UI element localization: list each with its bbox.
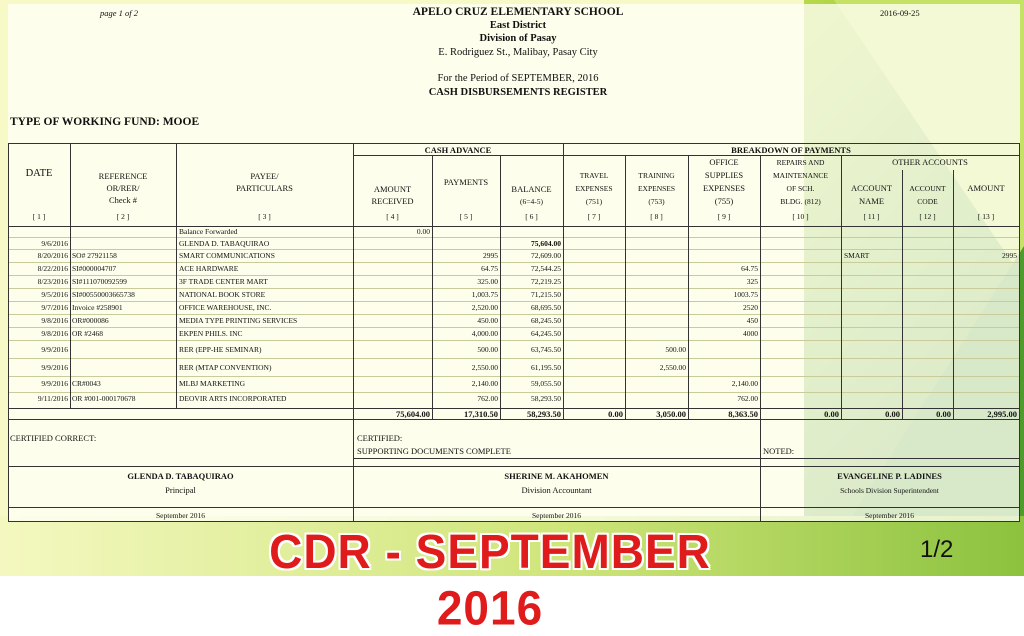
certified-correct-label: CERTIFIED CORRECT: — [10, 433, 97, 443]
cell-date: 9/6/2016 — [41, 239, 68, 248]
cell-office: 64.75 — [741, 264, 758, 273]
cell-payee: MLBJ MARKETING — [179, 379, 246, 388]
totals-bottom-border — [8, 419, 1020, 420]
account-name-header-2: NAME — [858, 196, 885, 206]
cell-date: 9/8/2016 — [41, 329, 68, 338]
col-number: [ 12 ] — [919, 212, 936, 221]
district: East District — [489, 20, 547, 31]
repairs-header-4: BLDG. (812) — [780, 197, 821, 206]
school-name: APELO CRUZ ELEMENTARY SCHOOL — [412, 6, 624, 18]
col-number: [ 4 ] — [386, 212, 399, 221]
col-line — [953, 170, 954, 419]
row-line — [8, 249, 1020, 250]
cell-office: 762.00 — [737, 394, 758, 403]
cell-balance: 63,745.50 — [531, 345, 561, 354]
cell-date: 9/9/2016 — [41, 345, 68, 354]
cell-ref: SO# 27921158 — [72, 251, 117, 260]
amount-header-2: RECEIVED — [371, 196, 414, 206]
signatory-3-name: EVANGELINE P. LADINES — [837, 471, 942, 481]
cell-payee: SMART COMMUNICATIONS — [179, 251, 275, 260]
cell-balance: 71,215.50 — [531, 290, 561, 299]
col-number: [ 5 ] — [459, 212, 473, 221]
col-line — [176, 143, 177, 408]
cell-payee: 3F TRADE CENTER MART — [179, 277, 268, 286]
address: E. Rodriguez St., Malibay, Pasay City — [438, 47, 598, 58]
total-payments: 17,310.50 — [464, 409, 498, 419]
cell-payee: Balance Forwarded — [179, 227, 238, 236]
ref-header-3: Check # — [108, 195, 138, 205]
cell-office: 2,140.00 — [731, 379, 758, 388]
row-line — [8, 358, 1020, 359]
col-number: [ 2 ] — [116, 212, 130, 221]
totals-top-border — [8, 408, 1020, 409]
office-header-4: (755) — [714, 196, 734, 206]
balance-header-1: BALANCE — [511, 184, 552, 194]
cell-payments: 4,000.00 — [471, 329, 498, 338]
col-line — [841, 155, 842, 419]
account-name-header-1: ACCOUNT — [850, 183, 893, 193]
cell-date: 9/7/2016 — [41, 303, 68, 312]
col-line — [1019, 143, 1020, 521]
register-sheet — [8, 4, 1020, 522]
repairs-header-3: OF SCH. — [786, 184, 815, 193]
total-travel: 0.00 — [608, 409, 623, 419]
cell-payee: ACE HARDWARE — [179, 264, 239, 273]
header-bottom-border — [8, 226, 1020, 227]
account-code-header-1: ACCOUNT — [909, 184, 946, 193]
office-header-2: SUPPLIES — [704, 170, 744, 180]
cell-balance: 64,245.50 — [531, 329, 561, 338]
cell-date: 9/11/2016 — [37, 394, 68, 403]
cell-amount: 2995 — [1002, 251, 1017, 260]
cell-date: 9/9/2016 — [41, 379, 68, 388]
col-number: [ 3 ] — [258, 212, 271, 221]
cell-office: 450 — [746, 316, 758, 325]
office-header-3: EXPENSES — [702, 183, 746, 193]
report-date: 2016-09-25 — [880, 8, 920, 18]
page-indicator: page 1 of 2 — [100, 8, 139, 18]
training-header-2: EXPENSES — [637, 184, 676, 193]
cell-balance: 72,544.25 — [531, 264, 561, 273]
col-line — [760, 155, 761, 521]
cell-date: 8/22/2016 — [37, 264, 68, 273]
row-line — [8, 275, 1020, 276]
balance-header-2: (6=4-5) — [520, 197, 543, 206]
cell-date: 9/8/2016 — [41, 316, 68, 325]
ref-header-2: OR/RER/ — [106, 183, 140, 193]
cell-date: 8/20/2016 — [37, 251, 68, 260]
cell-ref: OR #001-000170678 — [72, 394, 136, 403]
cell-payments: 2,140.00 — [471, 379, 498, 388]
certified-label: CERTIFIED: — [357, 433, 403, 443]
cell-payee: DEOVIR ARTS INCORPORATED — [179, 394, 287, 403]
cell-balance: 72,609.00 — [531, 251, 561, 260]
group-header-border — [353, 155, 1020, 156]
col-number: [ 6 ] — [525, 212, 538, 221]
table-top-border — [8, 143, 1020, 144]
total-balance: 58,293.50 — [527, 409, 561, 419]
total-repairs: 0.00 — [824, 409, 839, 419]
row-line — [8, 301, 1020, 302]
fund-type: TYPE OF WORKING FUND: MOOE — [10, 116, 200, 128]
noted-line — [353, 458, 1020, 459]
cell-balance: 72,219.25 — [531, 277, 561, 286]
amount-header-1: AMOUNT — [373, 184, 412, 194]
row-line — [8, 340, 1020, 341]
cell-payee: RER (EPP-HE SEMINAR) — [179, 345, 262, 354]
breakdown-header: BREAKDOWN OF PAYMENTS — [731, 145, 851, 155]
cell-balance: 68,245.50 — [531, 316, 561, 325]
cell-received: 0.00 — [416, 227, 430, 236]
cell-office: 4000 — [743, 329, 758, 338]
signatory-2-title: Division Accountant — [521, 485, 592, 495]
cell-ref: SI#00550003665738 — [72, 290, 135, 299]
row-line — [8, 376, 1020, 377]
col-line — [902, 170, 903, 419]
cell-payments: 2,520.00 — [471, 303, 498, 312]
cell-balance: 59,055.50 — [531, 379, 561, 388]
training-header-1: TRAINING — [638, 171, 675, 180]
cell-payments: 325.00 — [477, 277, 498, 286]
cell-ref: Invoice #258901 — [72, 303, 123, 312]
row-line — [8, 288, 1020, 289]
cell-balance: 68,695.50 — [531, 303, 561, 312]
signatory-1-name: GLENDA D. TABAQUIRAO — [127, 471, 234, 481]
cell-office: 1003.75 — [733, 290, 758, 299]
amount-other-header: AMOUNT — [967, 183, 1005, 193]
row-line — [8, 237, 1020, 238]
cell-ref: SI#111070092599 — [72, 277, 127, 286]
signature-border — [8, 466, 1020, 467]
row-line — [8, 314, 1020, 315]
cell-payee: MEDIA TYPE PRINTING SERVICES — [179, 316, 298, 325]
col-line — [70, 143, 71, 408]
col-line — [625, 155, 626, 419]
other-accounts-header: OTHER ACCOUNTS — [892, 157, 968, 167]
signatory-2-date: September 2016 — [532, 511, 581, 520]
cell-ref: OR#000086 — [72, 316, 109, 325]
cell-payments: 450.00 — [477, 316, 498, 325]
signatory-2-name: SHERINE M. AKAHOMEN — [504, 471, 609, 481]
row-line — [8, 262, 1020, 263]
cell-date: 9/5/2016 — [41, 290, 68, 299]
signatory-1-date: September 2016 — [156, 511, 205, 520]
col-number: [ 10 ] — [792, 212, 809, 221]
cell-payee: NATIONAL BOOK STORE — [179, 290, 266, 299]
repairs-header-2: MAINTENANCE — [773, 171, 828, 180]
total-office: 8,363.50 — [728, 409, 758, 419]
col-number: [ 9 ] — [717, 212, 731, 221]
slide-title: CDR - SEPTEMBER 2016 — [269, 523, 711, 636]
payments-header: PAYMENTS — [443, 177, 489, 187]
col-number: [ 13 ] — [977, 212, 995, 221]
col-number: [ 7 ] — [587, 212, 601, 221]
register-title: CASH DISBURSEMENTS REGISTER — [428, 87, 608, 98]
signatory-3-date: September 2016 — [865, 511, 914, 520]
cell-payments: 1,003.75 — [471, 290, 498, 299]
ref-header-1: REFERENCE — [98, 171, 148, 181]
cell-balance: 61,195.50 — [531, 363, 561, 372]
col-number: [ 1 ] — [32, 212, 46, 221]
cell-payments: 762.00 — [477, 394, 498, 403]
cell-ref: OR #2468 — [72, 329, 104, 338]
total-training: 3,050.00 — [656, 409, 686, 419]
repairs-header-1: REPAIRS AND — [776, 158, 825, 167]
signatory-1-title: Principal — [165, 485, 196, 495]
row-line — [8, 327, 1020, 328]
payee-header-2: PARTICULARS — [236, 183, 293, 193]
travel-header-2: EXPENSES — [575, 184, 613, 193]
cell-accname: SMART — [844, 251, 870, 260]
training-header-3: (753) — [648, 197, 665, 206]
total-amount: 2,995.00 — [987, 409, 1017, 419]
date-header: DATE — [25, 168, 53, 179]
travel-header-3: (751) — [585, 197, 603, 206]
total-account-code: 0.00 — [936, 409, 951, 419]
cell-balance: 58,293.50 — [531, 394, 561, 403]
cell-payments: 500.00 — [477, 345, 498, 354]
cell-date: 9/9/2016 — [41, 363, 68, 372]
cell-payee: EKPEN PHILS. INC — [179, 329, 243, 338]
cell-ref: CR#0043 — [72, 379, 101, 388]
cell-training: 500.00 — [665, 345, 686, 354]
cell-payments: 2,550.00 — [471, 363, 498, 372]
cell-training: 2,550.00 — [659, 363, 686, 372]
noted-label: NOTED: — [763, 446, 795, 456]
total-received: 75,604.00 — [396, 409, 430, 419]
period: For the Period of SEPTEMBER, 2016 — [437, 73, 599, 84]
division: Division of Pasay — [479, 33, 557, 44]
cell-balance: 75,604.00 — [531, 239, 561, 248]
cell-payee: OFFICE WAREHOUSE, INC. — [179, 303, 272, 312]
total-account-name: 0.00 — [885, 409, 900, 419]
cell-payments: 64.75 — [481, 264, 498, 273]
signatory-3-title: Schools Division Superintendent — [840, 486, 939, 495]
cell-ref: SI#000004707 — [72, 264, 117, 273]
col-number: [ 8 ] — [650, 212, 663, 221]
cell-payments: 2995 — [483, 251, 498, 260]
cell-payee: RER (MTAP CONVENTION) — [179, 363, 272, 372]
supporting-docs-label: SUPPORTING DOCUMENTS COMPLETE — [357, 446, 511, 456]
slide-page-number: 1/2 — [920, 536, 954, 563]
cell-office: 2520 — [743, 303, 758, 312]
date-border — [8, 507, 1020, 508]
row-line — [8, 392, 1020, 393]
cell-office: 325 — [746, 277, 758, 286]
cash-advance-header: CASH ADVANCE — [424, 145, 492, 155]
cell-date: 8/23/2016 — [37, 277, 68, 286]
payee-header-1: PAYEE/ — [250, 171, 279, 181]
cell-payee: GLENDA D. TABAQUIRAO — [179, 239, 270, 248]
travel-header-1: TRAVEL — [579, 171, 609, 180]
col-number: [ 11 ] — [863, 212, 880, 221]
account-code-header-2: CODE — [917, 197, 938, 206]
office-header-1: OFFICE — [709, 157, 739, 167]
